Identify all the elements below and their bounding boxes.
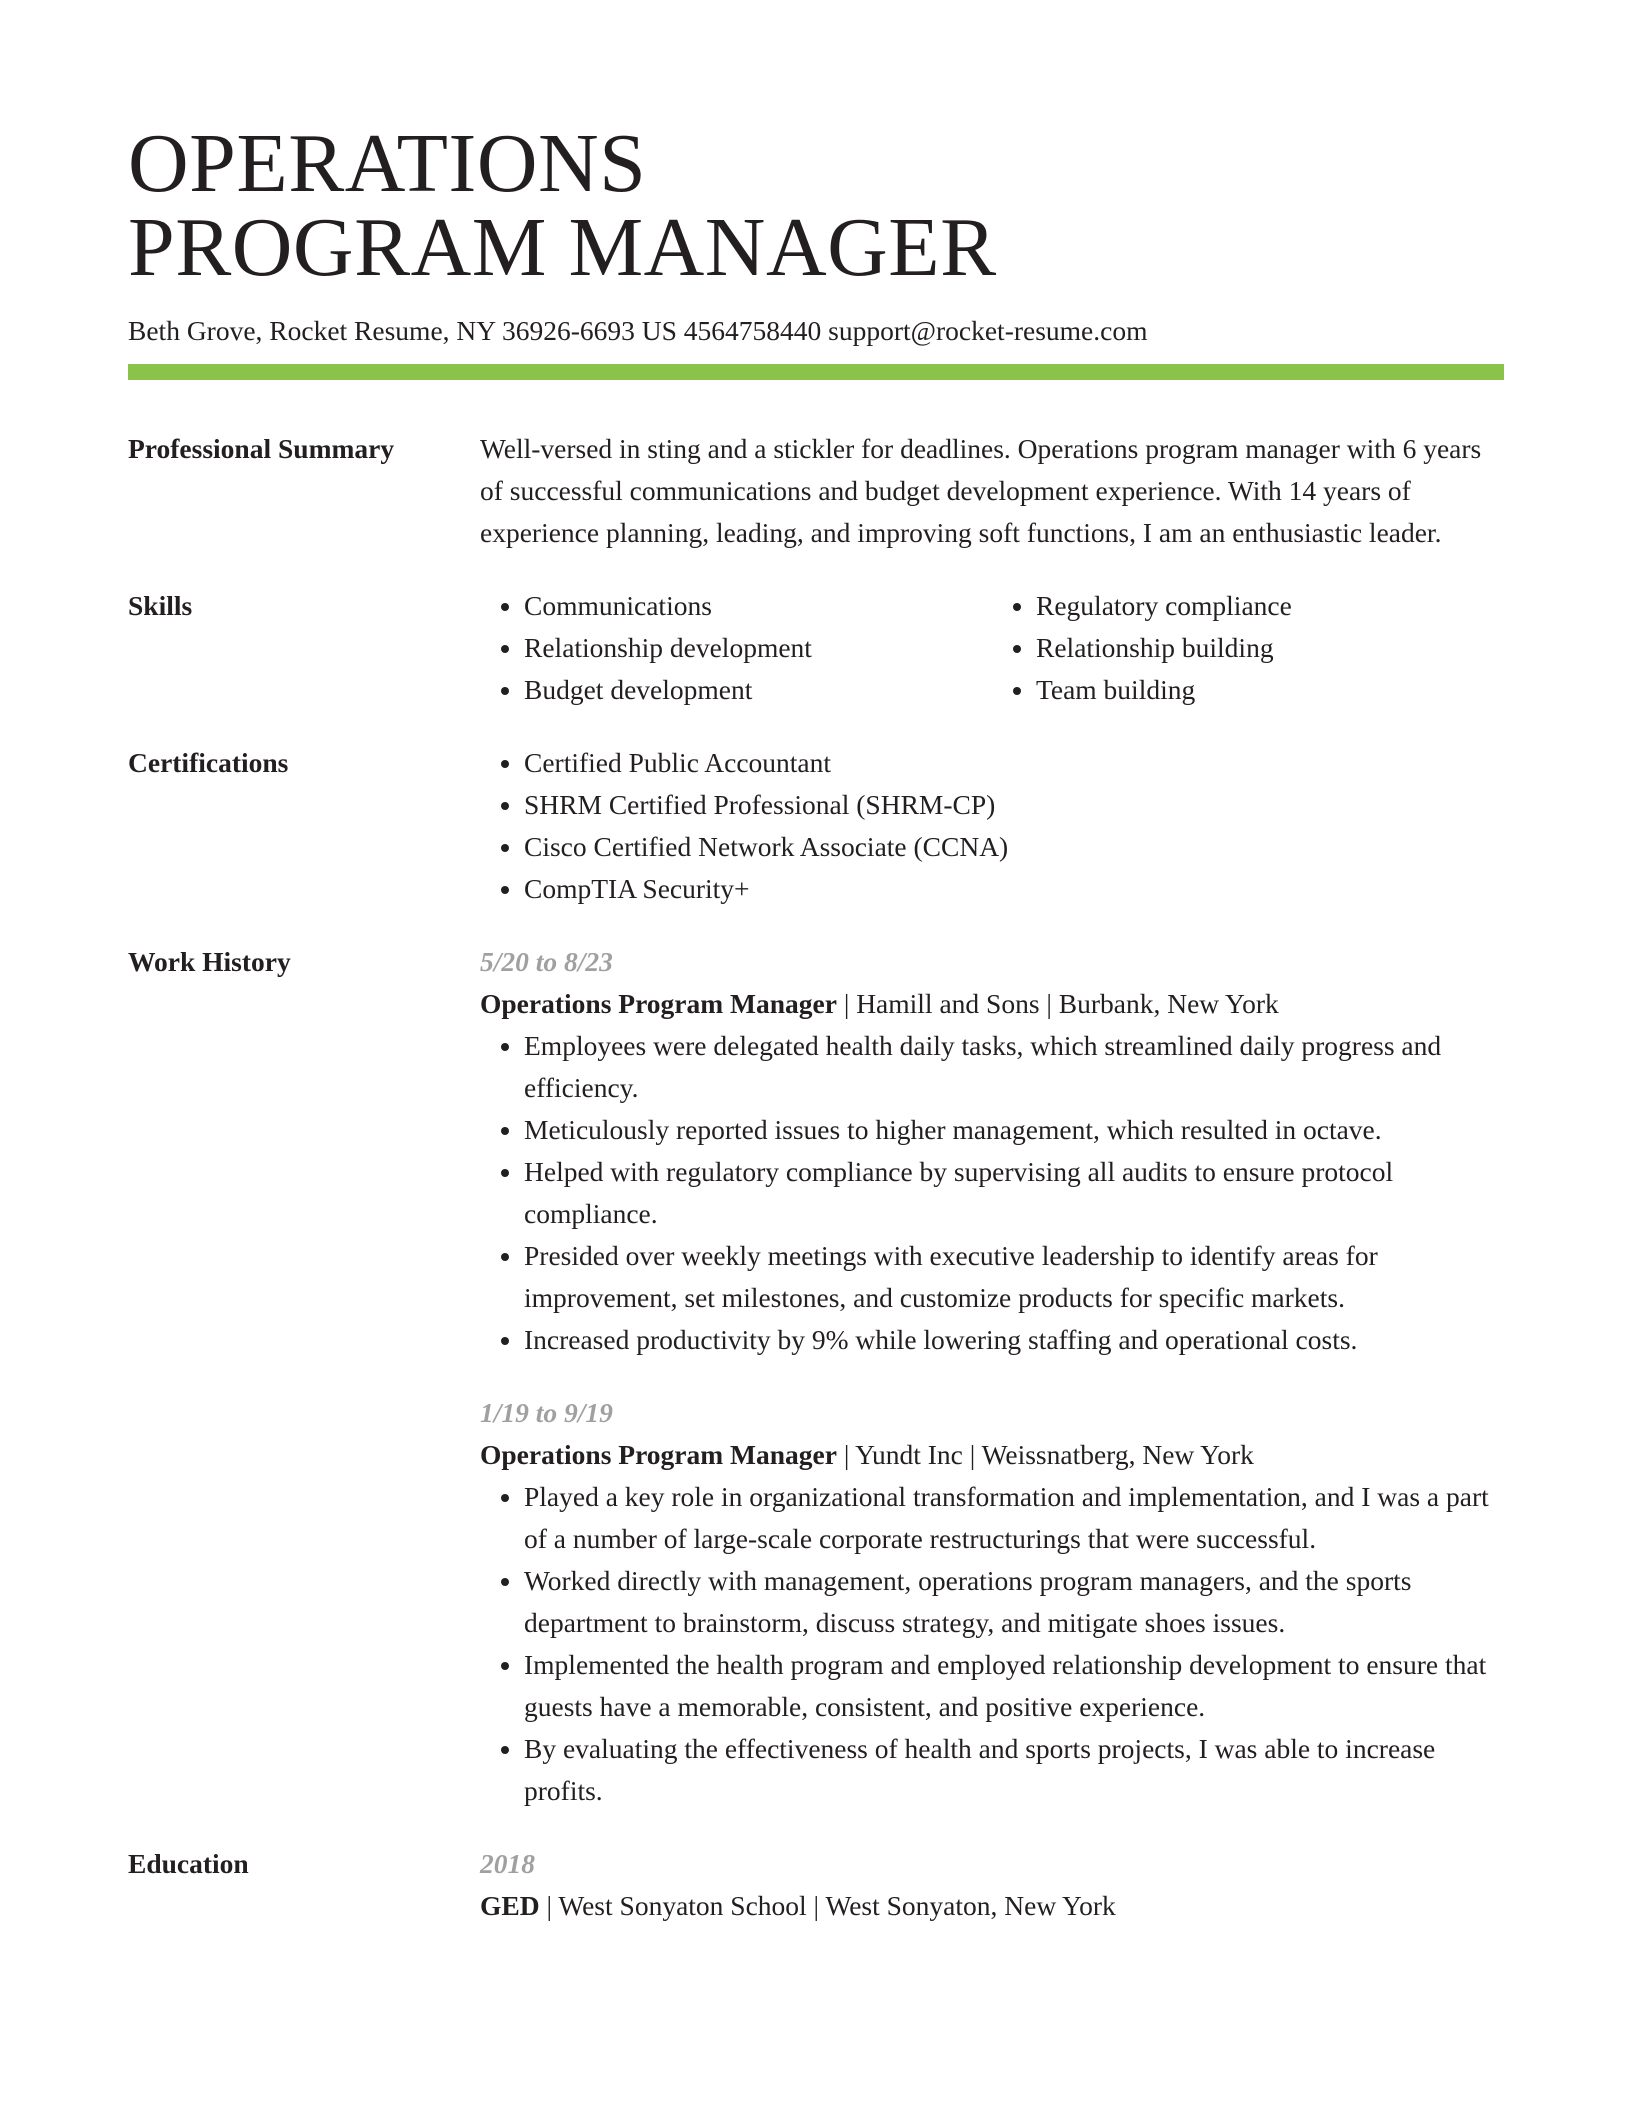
certification-item: • CompTIA Security+ bbox=[524, 868, 1504, 910]
job-bullet: • Helped with regulatory compliance by supervising all audits to ensure protocol compliance. bbox=[524, 1151, 1504, 1235]
job-bullet: • Increased productivity by 9% while lowering staffing and operational costs. bbox=[524, 1319, 1504, 1361]
section-label-certifications: Certifications bbox=[128, 747, 289, 778]
job-bullet: • Meticulously reported issues to higher management, which resulted in octave. bbox=[524, 1109, 1504, 1151]
job-bullet: • Presided over weekly meetings with executive leadership to identify areas for improvement, set milestones, and customize products for specific markets. bbox=[524, 1235, 1504, 1319]
certification-item: • SHRM Certified Professional (SHRM-CP) bbox=[524, 784, 1504, 826]
job-role: Operations Program Manager bbox=[480, 1439, 837, 1470]
skill-item: • Budget development bbox=[524, 669, 992, 711]
job-bullets bbox=[480, 1025, 1504, 1361]
skill-item: • Relationship development bbox=[524, 627, 992, 669]
job-bullet: • Employees were delegated health daily tasks, which streamlined daily progress and efficiency. bbox=[524, 1025, 1504, 1109]
job-date: 1/19 to 9/19 bbox=[480, 1397, 613, 1428]
skill-item: • Team building bbox=[1036, 669, 1504, 711]
skills-column-1 bbox=[480, 585, 992, 711]
contact-info: Beth Grove, Rocket Resume, NY 36926-6693 US 4564758440 support@rocket-resume.com bbox=[128, 315, 1148, 346]
education-degree: GED bbox=[480, 1890, 540, 1921]
accent-divider bbox=[128, 364, 1504, 380]
job-entry bbox=[480, 941, 1504, 1361]
job-bullet: • Implemented the health program and employed relationship development to ensure that guests have a memorable, consistent, and positive experience. bbox=[524, 1644, 1504, 1728]
job-bullet: • Played a key role in organizational transformation and implementation, and I was a part of a number of large-scale corporate restructurings that were successful. bbox=[524, 1476, 1504, 1560]
job-details: | Yundt Inc | Weissnatberg, New York bbox=[836, 1439, 1254, 1470]
section-label-work-history: Work History bbox=[128, 946, 291, 977]
section-summary bbox=[128, 428, 1504, 554]
skill-item: • Relationship building bbox=[1036, 627, 1504, 669]
education-header bbox=[480, 1885, 1504, 1927]
section-label-education: Education bbox=[128, 1848, 249, 1879]
section-education bbox=[128, 1843, 1504, 1927]
certification-item: • Cisco Certified Network Associate (CCNA) bbox=[524, 826, 1504, 868]
skill-item: • Regulatory compliance bbox=[1036, 585, 1504, 627]
job-header bbox=[480, 1434, 1504, 1476]
education-date: 2018 bbox=[480, 1848, 535, 1879]
skills-list bbox=[480, 585, 1504, 711]
job-date: 5/20 to 8/23 bbox=[480, 946, 613, 977]
job-role: Operations Program Manager bbox=[480, 988, 837, 1019]
resume-title bbox=[128, 117, 1504, 294]
summary-text: Well-versed in sting and a stickler for deadlines. Operations program manager with 6 years of successful communications and budget development experience. With 14 years of experience planning, leading, and improving soft functions, I am an enthusiastic leader. bbox=[480, 433, 1482, 548]
section-skills bbox=[128, 585, 1504, 711]
title-line-1: OPERATIONS bbox=[128, 117, 647, 210]
job-header bbox=[480, 983, 1504, 1025]
section-certifications bbox=[128, 742, 1504, 910]
job-bullet: • Worked directly with management, operations program managers, and the sports department to brainstorm, discuss strategy, and mitigate shoes issues. bbox=[524, 1560, 1504, 1644]
job-bullets bbox=[480, 1476, 1504, 1812]
skill-item: • Communications bbox=[524, 585, 992, 627]
job-entry bbox=[480, 1392, 1504, 1812]
job-bullet: • By evaluating the effectiveness of health and sports projects, I was able to increase profits. bbox=[524, 1728, 1504, 1812]
education-details: | West Sonyaton School | West Sonyaton, New York bbox=[539, 1890, 1116, 1921]
section-work-history bbox=[128, 941, 1504, 1812]
job-details: | Hamill and Sons | Burbank, New York bbox=[836, 988, 1279, 1019]
section-label-skills: Skills bbox=[128, 590, 193, 621]
resume-page bbox=[128, 117, 1504, 1927]
skills-column-2 bbox=[992, 585, 1504, 711]
certifications-list bbox=[480, 742, 1504, 910]
title-line-2: PROGRAM MANAGER bbox=[128, 201, 997, 294]
certification-item: • Certified Public Accountant bbox=[524, 742, 1504, 784]
section-label-summary: Professional Summary bbox=[128, 433, 395, 464]
